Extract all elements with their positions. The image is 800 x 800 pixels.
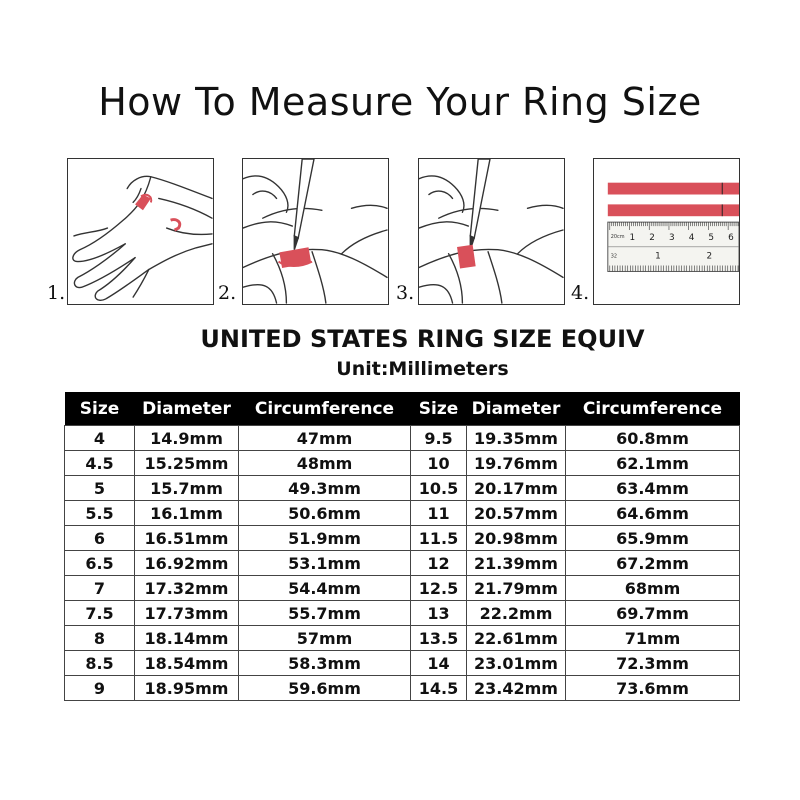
table-cell: 55.7mm [239, 601, 411, 626]
step-1-number: 1. [47, 282, 66, 304]
table-cell: 16.51mm [135, 526, 239, 551]
table-cell: 11.5 [411, 526, 467, 551]
table-cell: 69.7mm [566, 601, 740, 626]
ruler-bottom-unit: 32 [610, 253, 618, 260]
table-cell: 10.5 [411, 476, 467, 501]
table-cell: 58.3mm [239, 651, 411, 676]
table-cell: 60.8mm [566, 426, 740, 451]
table-cell: 13 [411, 601, 467, 626]
column-header: Diameter [467, 392, 566, 426]
table-cell: 21.79mm [467, 576, 566, 601]
table-cell: 8.5 [65, 651, 135, 676]
table-cell: 13.5 [411, 626, 467, 651]
table-row [65, 426, 740, 451]
table-cell: 62.1mm [566, 451, 740, 476]
step-3-number: 3. [396, 282, 415, 304]
table-cell: 17.73mm [135, 601, 239, 626]
table-cell: 19.35mm [467, 426, 566, 451]
table-cell: 47mm [239, 426, 411, 451]
hand-with-ring-icon [68, 159, 213, 304]
table-cell: 14 [411, 651, 467, 676]
table-row [65, 676, 740, 701]
ruler-bottom-tick-label: 1 [655, 251, 661, 262]
table-cell: 5 [65, 476, 135, 501]
table-cell: 20.98mm [467, 526, 566, 551]
table-cell: 15.7mm [135, 476, 239, 501]
table-cell: 65.9mm [566, 526, 740, 551]
table-row [65, 651, 740, 676]
step-4-illustration [593, 158, 740, 305]
table-row [65, 526, 740, 551]
table-cell: 20.17mm [467, 476, 566, 501]
table-row [65, 576, 740, 601]
table-cell: 67.2mm [566, 551, 740, 576]
table-title: UNITED STATES RING SIZE EQUIV [200, 325, 645, 353]
table-cell: 14.9mm [135, 426, 239, 451]
table-cell: 15.25mm [135, 451, 239, 476]
table-cell: 12 [411, 551, 467, 576]
table-row [65, 551, 740, 576]
table-cell: 7.5 [65, 601, 135, 626]
unit-label: Unit:Millimeters [336, 358, 509, 380]
table-header-row [65, 392, 740, 426]
table-cell: 22.61mm [467, 626, 566, 651]
table-cell: 20.57mm [467, 501, 566, 526]
table-cell: 18.14mm [135, 626, 239, 651]
table-row [65, 501, 740, 526]
table-cell: 14.5 [411, 676, 467, 701]
column-header: Circumference [239, 392, 411, 426]
ruler-measure-icon [594, 159, 739, 304]
ruler-top-tick-label: 4 [688, 232, 695, 243]
table-cell: 6 [65, 526, 135, 551]
ring-size-table [64, 392, 740, 701]
table-cell: 50.6mm [239, 501, 411, 526]
table-cell: 22.2mm [467, 601, 566, 626]
mark-strip-icon [243, 159, 388, 304]
table-cell: 63.4mm [566, 476, 740, 501]
table-cell: 64.6mm [566, 501, 740, 526]
ruler-top-tick-label: 5 [708, 232, 715, 243]
step-2-number: 2. [218, 282, 237, 304]
table-cell: 5.5 [65, 501, 135, 526]
table-cell: 19.76mm [467, 451, 566, 476]
table-cell: 17.32mm [135, 576, 239, 601]
column-header: Diameter [135, 392, 239, 426]
ruler-top-tick-label: 1 [629, 232, 636, 243]
table-cell: 23.01mm [467, 651, 566, 676]
column-header: Size [65, 392, 135, 426]
table-cell: 12.5 [411, 576, 467, 601]
table-cell: 9.5 [411, 426, 467, 451]
table-cell: 7 [65, 576, 135, 601]
table-row [65, 451, 740, 476]
table-cell: 53.1mm [239, 551, 411, 576]
step-4-number: 4. [571, 282, 590, 304]
table-cell: 8 [65, 626, 135, 651]
step-1-illustration [67, 158, 214, 305]
table-cell: 10 [411, 451, 467, 476]
step-2-illustration [242, 158, 389, 305]
table-cell: 6.5 [65, 551, 135, 576]
step-3-illustration [418, 158, 565, 305]
table-cell: 4.5 [65, 451, 135, 476]
ruler-bottom-tick-label: 2 [706, 251, 713, 262]
table-row [65, 626, 740, 651]
page-title: How To Measure Your Ring Size [98, 80, 702, 124]
ruler-top-tick-label: 6 [728, 232, 734, 243]
table-cell: 21.39mm [467, 551, 566, 576]
table-cell: 48mm [239, 451, 411, 476]
table-cell: 59.6mm [239, 676, 411, 701]
table-cell: 11 [411, 501, 467, 526]
table-cell: 4 [65, 426, 135, 451]
table-cell: 54.4mm [239, 576, 411, 601]
table-cell: 23.42mm [467, 676, 566, 701]
ruler-top-unit: 20cm [610, 233, 625, 240]
column-header: Size [411, 392, 467, 426]
ruler-top-tick-label: 2 [649, 232, 655, 243]
table-cell: 68mm [566, 576, 740, 601]
table-cell: 57mm [239, 626, 411, 651]
table-row [65, 601, 740, 626]
strip-around-finger-icon [419, 159, 564, 304]
table-cell: 16.92mm [135, 551, 239, 576]
table-cell: 18.54mm [135, 651, 239, 676]
table-cell: 9 [65, 676, 135, 701]
table-cell: 72.3mm [566, 651, 740, 676]
table-cell: 71mm [566, 626, 740, 651]
table-cell: 16.1mm [135, 501, 239, 526]
table-cell: 18.95mm [135, 676, 239, 701]
column-header: Circumference [566, 392, 740, 426]
table-cell: 51.9mm [239, 526, 411, 551]
table-cell: 49.3mm [239, 476, 411, 501]
table-cell: 73.6mm [566, 676, 740, 701]
table-row [65, 476, 740, 501]
ruler-top-tick-label: 3 [668, 232, 675, 243]
